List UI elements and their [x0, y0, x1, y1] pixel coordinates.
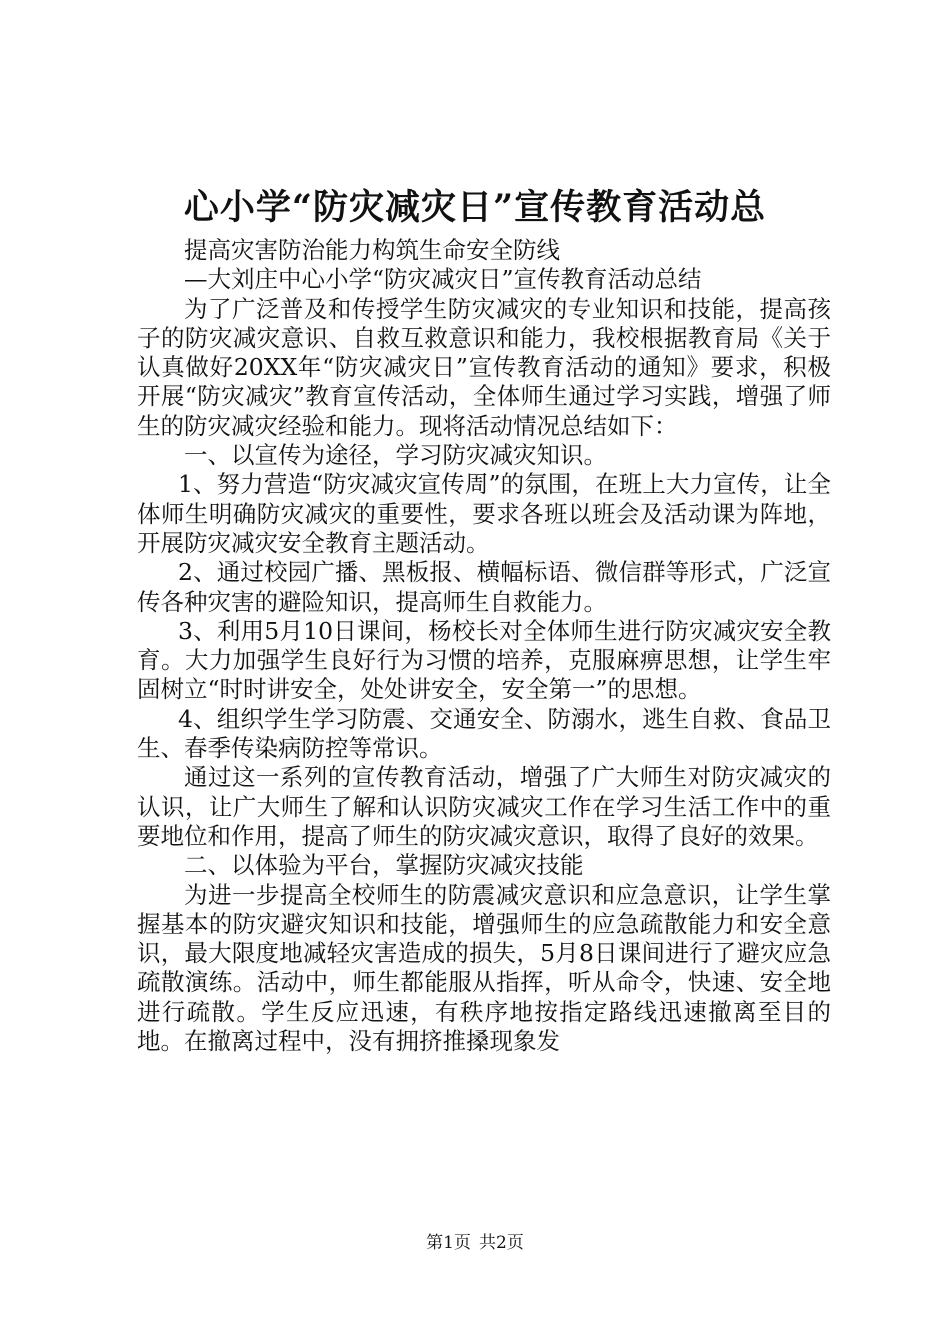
document-title: 心小学“防灾减灾日”宣传教育活动总	[183, 187, 767, 228]
section-heading-2: 二、以体验为平台，掌握防灾减灾技能	[184, 851, 584, 880]
paragraph-item-4: 4、组织学生学习防震、交通安全、防溺水，逃生自救、食品卫生、春季传染病防控等常识。	[137, 704, 831, 763]
page-total: 共2页	[479, 1233, 524, 1253]
paragraph-summary: 通过这一系列的宣传教育活动，增强了广大师生对防灾减灾的认识，让广大师生了解和认识防灾减灾工作在学习生活工作中的重要地位和作用，提高了师生的防灾减灾意识，取得了良好的效果。	[137, 763, 831, 850]
paragraph-intro: 为了广泛普及和传授学生防灾减灾的专业知识和技能，提高孩子的防灾减灾意识、自救互救意识和能力，我校根据教育局《关于认真做好20XX年“防灾减灾日”宣传教育活动的通知》要求，积极开展“防灾减灾”教育宣传活动，全体师生通过学习实践，增强了师生的防灾减灾经验和能力。现将活动情况总结如下：	[137, 294, 831, 440]
paragraph-drill: 为进一步提高全校师生的防震减灾意识和应急意识，让学生掌握基本的防灾避灾知识和技能，增强师生的应急疏散能力和安全意识，最大限度地减轻灾害造成的损失，5月8日课间进行了避灾应急疏散演练。活动中，师生都能服从指挥，听从命令，快速、安全地进行疏散。学生反应迅速，有秩序地按指定路线迅速撤离至目的地。在撤离过程中，没有拥挤推搡现象发	[137, 880, 831, 1056]
subtitle-attribution: —大刘庄中心小学“防灾减灾日”宣传教育活动总结	[184, 265, 702, 294]
page-footer	[0, 1232, 950, 1254]
page-number: 第1页	[426, 1233, 471, 1253]
document-body	[137, 236, 831, 1056]
subtitle-line: 提高灾害防治能力构筑生命安全防线	[184, 236, 560, 264]
paragraph-item-2: 2、通过校园广播、黑板报、横幅标语、微信群等形式，广泛宣传各种灾害的避险知识，提高师生自救能力。	[137, 558, 831, 616]
paragraph-item-1: 1、努力营造“防灾减灾宣传周”的氛围，在班上大力宣传，让全体师生明确防灾减灾的重要性，要求各班以班会及活动课为阵地，开展防灾减灾安全教育主题活动。	[137, 470, 831, 557]
paragraph-item-3: 3、利用5月10日课间，杨校长对全体师生进行防灾减灾安全教育。大力加强学生良好行为习惯的培养，克服麻痹思想，让学生牢固树立“时时讲安全，处处讲安全，安全第一”的思想。	[137, 616, 831, 704]
section-heading-1: 一、以宣传为途径，学习防灾减灾知识。	[184, 441, 607, 470]
